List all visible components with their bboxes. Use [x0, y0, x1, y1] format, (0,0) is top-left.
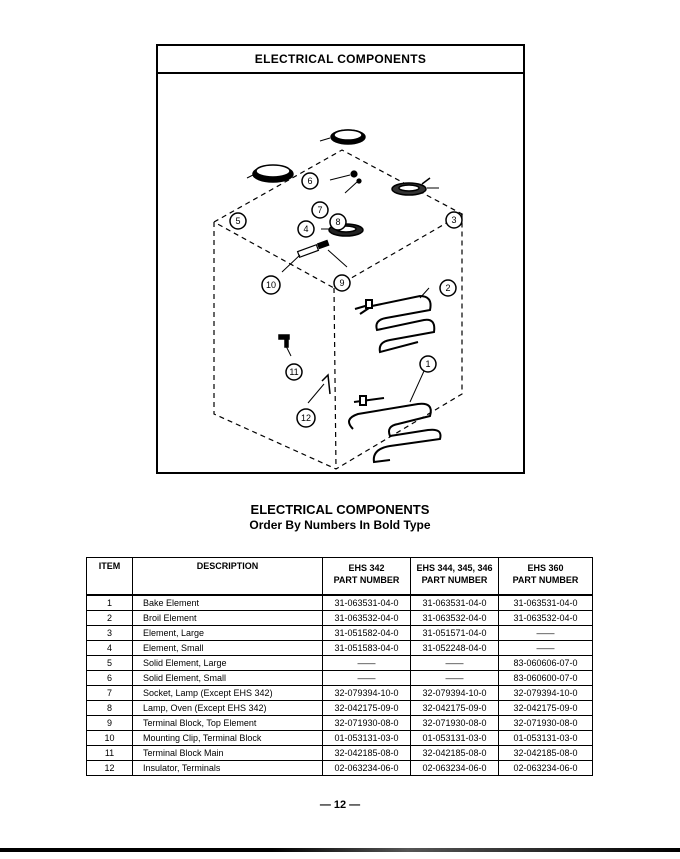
header-col2-model: EHS 344, 345, 346	[416, 563, 493, 573]
part-number-ehs342: 32-079394-10-0	[323, 686, 411, 701]
callout-8	[330, 214, 346, 230]
part-number-ehs344: 32-042175-09-0	[411, 701, 499, 716]
item-description: Terminal Block, Top Element	[133, 716, 323, 731]
page-number: — 12 —	[319, 799, 361, 811]
part-number-ehs344: 02-063234-06-0	[411, 761, 499, 776]
item-number: 12	[87, 761, 133, 776]
item-number: 11	[87, 746, 133, 761]
table-row	[87, 595, 593, 611]
table-row	[87, 671, 593, 686]
header-item: ITEM	[87, 558, 133, 596]
exploded-view-diagram	[158, 74, 523, 472]
terminal-block-9-10	[298, 240, 329, 257]
svg-text:8: 8	[335, 217, 341, 227]
item-number: 2	[87, 611, 133, 626]
part-number-ehs342: 31-063531-04-0	[323, 595, 411, 611]
callout-5	[230, 213, 246, 229]
item-number: 5	[87, 656, 133, 671]
table-row	[87, 656, 593, 671]
part-number-ehs342: 32-042175-09-0	[323, 701, 411, 716]
svg-text:2: 2	[445, 283, 451, 293]
header-col3-model: EHS 360	[527, 563, 564, 573]
table-row	[87, 641, 593, 656]
part-number-ehs342: 32-042185-08-0	[323, 746, 411, 761]
part-number-ehs360: 02-063234-06-0	[499, 761, 593, 776]
table-row	[87, 701, 593, 716]
part-number-ehs360: ——	[499, 641, 593, 656]
part-number-ehs344: ——	[411, 656, 499, 671]
part-number-ehs342: ——	[323, 656, 411, 671]
part-number-ehs344: 31-063531-04-0	[411, 595, 499, 611]
part-number-ehs344: ——	[411, 671, 499, 686]
table-row	[87, 761, 593, 776]
part-number-ehs360: 32-079394-10-0	[499, 686, 593, 701]
part-number-ehs360: 32-042175-09-0	[499, 701, 593, 716]
svg-text:5: 5	[235, 216, 241, 226]
table-row	[87, 626, 593, 641]
callout-12	[297, 409, 315, 427]
part-number-ehs360: 31-063532-04-0	[499, 611, 593, 626]
svg-text:1: 1	[425, 359, 431, 369]
callout-4	[298, 221, 314, 237]
part-number-ehs342: 31-063532-04-0	[323, 611, 411, 626]
part-number-ehs360: 83-060600-07-0	[499, 671, 593, 686]
part-number-ehs360: ——	[499, 626, 593, 641]
coil-element-3	[392, 178, 430, 195]
callout-7	[312, 202, 328, 218]
item-number: 10	[87, 731, 133, 746]
header-col1-sub: PART NUMBER	[333, 575, 400, 585]
svg-text:6: 6	[307, 176, 313, 186]
part-number-ehs342: 31-051582-04-0	[323, 626, 411, 641]
item-number: 9	[87, 716, 133, 731]
table-row	[87, 686, 593, 701]
item-description: Socket, Lamp (Except EHS 342)	[133, 686, 323, 701]
callout-2	[440, 280, 456, 296]
svg-text:7: 7	[317, 205, 323, 215]
svg-text:3: 3	[451, 215, 457, 225]
scan-edge-artifact	[0, 848, 680, 852]
part-number-ehs342: 32-071930-08-0	[323, 716, 411, 731]
callout-6	[302, 173, 318, 189]
table-header-row	[87, 558, 593, 596]
part-number-ehs360: 01-053131-03-0	[499, 731, 593, 746]
item-description: Terminal Block Main	[133, 746, 323, 761]
bake-element-1	[349, 396, 441, 462]
svg-text:11: 11	[289, 367, 299, 377]
svg-text:9: 9	[339, 278, 345, 288]
part-number-ehs344: 31-063532-04-0	[411, 611, 499, 626]
part-number-ehs360: 31-063531-04-0	[499, 595, 593, 611]
svg-text:4: 4	[303, 224, 309, 234]
part-number-ehs342: 01-053131-03-0	[323, 731, 411, 746]
item-description: Solid Element, Small	[133, 671, 323, 686]
parts-table-body	[87, 595, 593, 776]
part-number-ehs360: 32-071930-08-0	[499, 716, 593, 731]
header-col1-model: EHS 342	[348, 563, 385, 573]
item-description: Element, Large	[133, 626, 323, 641]
header-col3-sub: PART NUMBER	[512, 575, 579, 585]
item-number: 1	[87, 595, 133, 611]
item-description: Bake Element	[133, 595, 323, 611]
callout-1	[420, 356, 436, 372]
terminal-block-main-11	[279, 335, 289, 347]
item-description: Broil Element	[133, 611, 323, 626]
item-description: Mounting Clip, Terminal Block	[133, 731, 323, 746]
part-number-ehs360: 83-060606-07-0	[499, 656, 593, 671]
item-number: 3	[87, 626, 133, 641]
parts-table	[86, 557, 593, 776]
part-number-ehs344: 31-051571-04-0	[411, 626, 499, 641]
item-description: Solid Element, Large	[133, 656, 323, 671]
header-col1	[323, 558, 411, 596]
broil-element-2	[355, 296, 434, 352]
item-number: 7	[87, 686, 133, 701]
item-description: Insulator, Terminals	[133, 761, 323, 776]
part-number-ehs342: ——	[323, 671, 411, 686]
part-number-ehs360: 32-042185-08-0	[499, 746, 593, 761]
part-number-ehs344: 31-052248-04-0	[411, 641, 499, 656]
table-row	[87, 731, 593, 746]
part-number-ehs344: 32-071930-08-0	[411, 716, 499, 731]
part-number-ehs344: 01-053131-03-0	[411, 731, 499, 746]
surface-element-6	[331, 130, 365, 144]
header-col2-sub: PART NUMBER	[421, 575, 488, 585]
header-col2	[411, 558, 499, 596]
section-heading: ELECTRICAL COMPONENTS	[250, 502, 430, 517]
header-col3	[499, 558, 593, 596]
item-description: Lamp, Oven (Except EHS 342)	[133, 701, 323, 716]
part-number-ehs344: 32-079394-10-0	[411, 686, 499, 701]
svg-text:12: 12	[300, 413, 312, 423]
table-row	[87, 746, 593, 761]
callout-9	[334, 275, 350, 291]
item-number: 8	[87, 701, 133, 716]
svg-text:10: 10	[265, 280, 277, 290]
table-row	[87, 716, 593, 731]
table-row	[87, 611, 593, 626]
callout-3	[446, 212, 462, 228]
item-number: 6	[87, 671, 133, 686]
surface-element-5	[253, 165, 293, 182]
diagram-frame	[156, 44, 525, 474]
header-description: DESCRIPTION	[133, 558, 323, 596]
callout-10	[262, 276, 280, 294]
item-number: 4	[87, 641, 133, 656]
part-number-ehs344: 32-042185-08-0	[411, 746, 499, 761]
item-description: Element, Small	[133, 641, 323, 656]
part-number-ehs342: 31-051583-04-0	[323, 641, 411, 656]
diagram-title: ELECTRICAL COMPONENTS	[158, 46, 523, 74]
part-number-ehs342: 02-063234-06-0	[323, 761, 411, 776]
callout-11	[286, 364, 302, 380]
lamp-socket-7	[351, 171, 361, 183]
section-subheading: Order By Numbers In Bold Type	[249, 518, 431, 532]
